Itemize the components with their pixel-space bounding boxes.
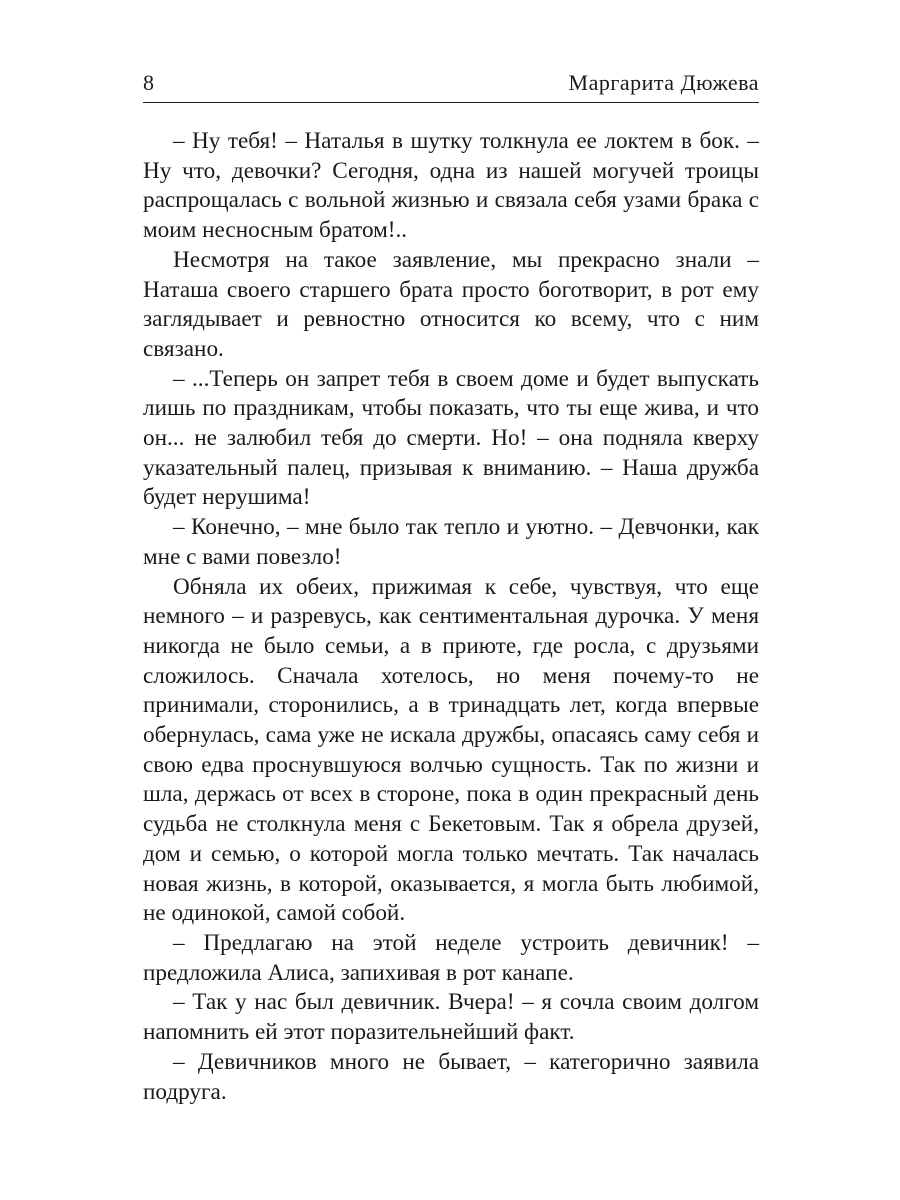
paragraph: – Предлагаю на этой неделе устроить девичник! – предложила Алиса, запихивая в рот канапе.	[143, 929, 759, 986]
paragraph: Несмотря на такое заявление, мы прекрасно знали – Наташа своего старшего брата просто боготворит, в рот ему заглядывает и ревностно относится ко всему, что с ним связано.	[143, 246, 759, 362]
paragraph: – Так у нас был девичник. Вчера! – я сочла своим долгом напомнить ей этот поразительнейший факт.	[143, 989, 759, 1046]
paragraph: – Конечно, – мне было так тепло и уютно. – Девчонки, как мне с вами повезло!	[143, 514, 759, 570]
paragraph: – ...Теперь он запрет тебя в своем доме и будет выпускать лишь по праздникам, чтобы показать, что ты еще жива, и что он... не залюбил тебя до смерти. Но! – она подняла кверху указательный палец, призывая к вниманию. – Наша дружба будет нерушима!	[143, 365, 759, 511]
paragraph: Обняла их обеих, прижимая к себе, чувствуя, что еще немного – и разревусь, как сентиментальная дурочка. У меня никогда не было семьи, а в приюте, где росла, с друзьями сложилось. Сначала хотелось, но меня почему-то не принимали, сторонились, а в тринадцать лет, когда впервые обернулась, сама уже не искала дружбы, опасаясь саму себя и свою едва проснувшуюся волчью сущность. Так по жизни и шла, держась от всех в стороне, пока в один прекрасный день судьба не столкнула меня с Бекетовым. Так я обрела друзей, дом и семью, о которой могла только мечтать. Так началась новая жизнь, в которой, оказывается, я могла быть любимой, не одинокой, самой собой.	[143, 573, 759, 927]
paragraph: – Девичников много не бывает, – категорично заявила подруга.	[143, 1048, 759, 1105]
running-head-author: Маргарита Дюжева	[568, 70, 759, 95]
page-header	[143, 66, 759, 103]
paragraph: – Ну тебя! – Наталья в шутку толкнула ее локтем в бок. – Ну что, девочки? Сегодня, одна из нашей могучей троицы распрощалась с вольной жизнью и связала себя узами брака с моим несносным братом!..	[143, 128, 759, 244]
page-number: 8	[143, 70, 154, 95]
body-text	[143, 127, 759, 1107]
